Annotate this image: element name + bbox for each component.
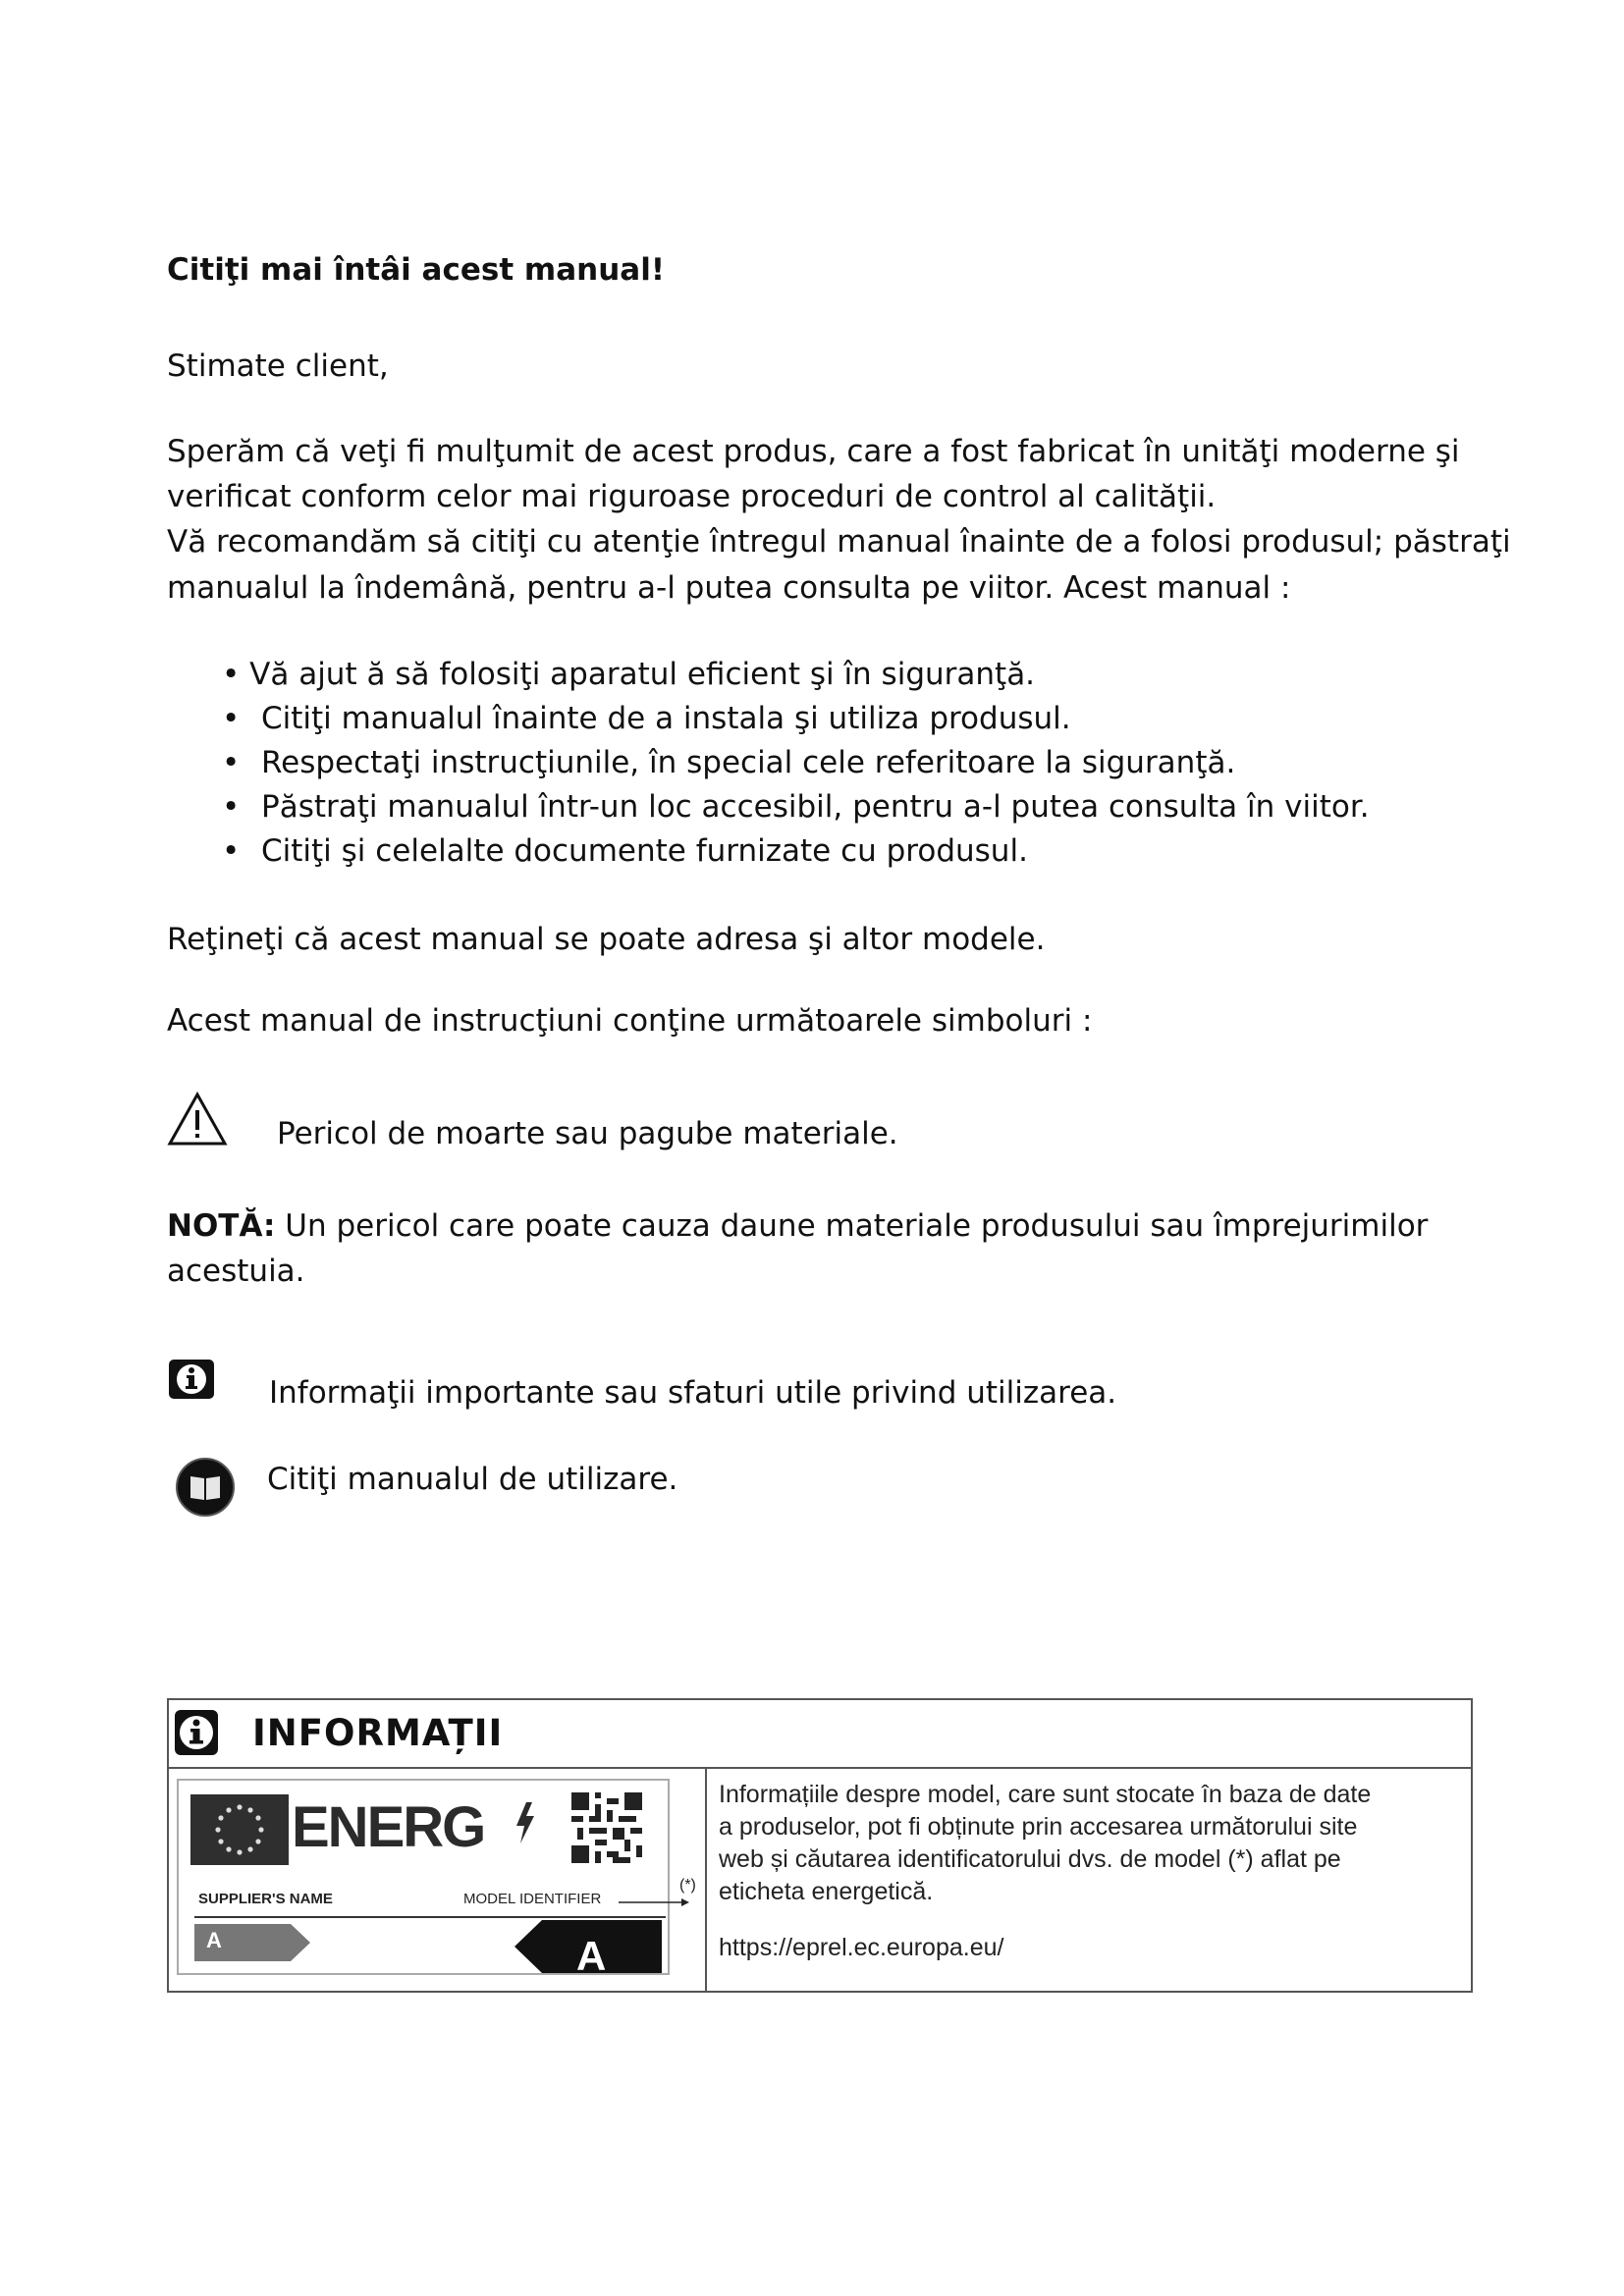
energy-class-scale-letter: A — [206, 1928, 222, 1952]
models-note: Reţineţi că acest manual se poate adresa şi altor modele. — [167, 922, 1046, 957]
model-identifier: MODEL IDENTIFIER — [463, 1891, 602, 1907]
list-item — [222, 652, 1035, 697]
danger-symbol-text: Pericol de moarte sau pagube materiale. — [277, 1116, 898, 1151]
warning-triangle-icon — [167, 1092, 228, 1147]
eprel-info — [719, 1779, 1465, 1964]
symbols-intro: Acest manual de instrucţiuni conţine următoarele simboluri : — [167, 1003, 1093, 1039]
arrow-right-icon — [619, 1896, 689, 1908]
list-item — [222, 696, 1071, 741]
bullet-glyph: • — [222, 701, 241, 736]
bullet-glyph: • — [222, 833, 241, 869]
list-item-text: Păstraţi manualul într-un loc accesibil, pentru a-l putea consulta în viitor. — [261, 789, 1370, 825]
energy-class-letter: A — [576, 1933, 607, 1979]
list-item — [222, 740, 1235, 785]
manual-symbol-text: Citiţi manualul de utilizare. — [267, 1462, 678, 1497]
paragraph-line: Vă recomandăm să citiţi cu atenţie întregul manual înainte de a folosi produsul; păstraţi — [167, 524, 1511, 560]
bullet-glyph: • — [222, 745, 241, 780]
energy-label-brand: ENERG — [292, 1795, 485, 1859]
list-item — [222, 784, 1370, 829]
bullet-glyph: • — [222, 789, 241, 825]
eprel-url-link[interactable]: https://eprel.ec.europa.eu/ — [719, 1934, 1004, 1961]
label-divider — [194, 1916, 666, 1918]
list-item-text: Respectaţi instrucţiunile, în special cele referitoare la siguranţă. — [261, 745, 1236, 780]
nota-line — [167, 1203, 1428, 1249]
nota-line-2: acestuia. — [167, 1254, 305, 1289]
info-box-header — [169, 1700, 1471, 1769]
supplier-name: SUPPLIER'S NAME — [198, 1891, 333, 1907]
info-box — [167, 1698, 1473, 1993]
nota-text: Un pericol care poate cauza daune materiale produsului sau împrejurimilor — [275, 1208, 1429, 1244]
eprel-text-line: Informațiile despre model, care sunt stocate în baza de date — [719, 1781, 1372, 1808]
eprel-text-line: web și căutarea identificatorului dvs. de model (*) aflat pe — [719, 1845, 1341, 1873]
read-manual-icon — [175, 1457, 236, 1518]
list-item-text: Citiţi şi celelalte documente furnizate cu produsul. — [261, 833, 1028, 869]
eprel-text-line: eticheta energetică. — [719, 1878, 934, 1905]
qr-code-icon — [571, 1792, 642, 1863]
energy-label-cell — [169, 1769, 707, 1993]
energy-label — [177, 1779, 670, 1979]
nota-label: NOTĂ: — [167, 1208, 276, 1244]
eprel-text-line: a produselor, pot fi obținute prin accesarea următorului site — [719, 1813, 1358, 1841]
paragraph-line: Sperăm că veţi fi mulţumit de acest produs, care a fost fabricat în unităţi moderne şi — [167, 434, 1460, 469]
info-icon — [173, 1708, 220, 1757]
list-item-text: Citiţi manualul înainte de a instala şi utiliza produsul. — [261, 701, 1071, 736]
paragraph-line: verificat conform celor mai riguroase proceduri de control al calităţii. — [167, 479, 1217, 514]
list-item — [222, 828, 1028, 874]
model-marker: (*) — [679, 1877, 696, 1894]
eu-flag-icon — [190, 1794, 289, 1865]
list-item-text: • Vă ajut ă să folosiţi aparatul eficient şi în siguranţă. — [222, 657, 1036, 692]
info-box-title: INFORMAȚII — [252, 1712, 504, 1754]
lightning-icon — [513, 1802, 538, 1843]
info-icon — [167, 1358, 216, 1401]
greeting: Stimate client, — [167, 348, 389, 384]
info-symbol-text: Informaţii importante sau sfaturi utile privind utilizarea. — [269, 1375, 1117, 1411]
page-heading: Citiţi mai întâi acest manual! — [167, 252, 665, 288]
paragraph-line: manualul la îndemână, pentru a-l putea consulta pe viitor. Acest manual : — [167, 570, 1291, 606]
